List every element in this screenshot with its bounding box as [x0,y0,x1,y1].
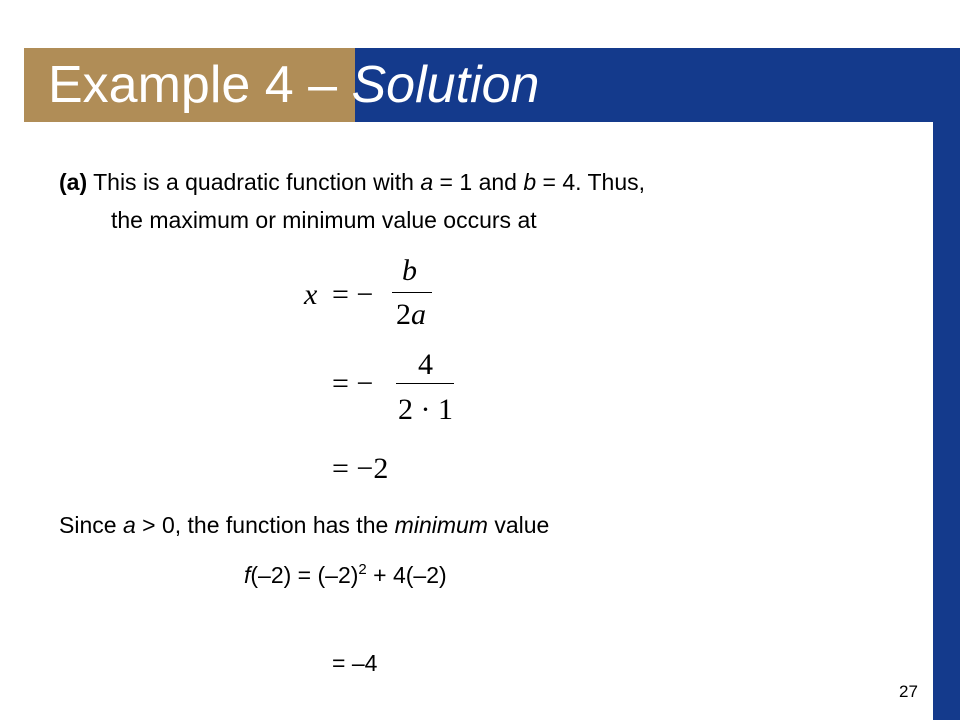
part-a-text-3: = 4. Thus, [536,169,646,195]
fraction2-numerator: 4 [418,348,433,381]
page-number: 27 [899,682,918,701]
fraction1-bar [392,292,432,293]
part-a-text-1: This is a quadratic function with [87,169,421,195]
part-a-var-a: a [420,169,434,195]
slide-title [48,54,539,116]
part-a-var-b: b [523,169,537,195]
fraction2-denominator: 2 · 1 [398,393,453,426]
equation-x-var: x [304,278,318,311]
part-a-text-2: = 1 and [433,169,524,195]
conclusion-var-a: a [122,512,136,538]
fraction1-numerator: b [402,254,417,287]
equation-row1-sign: = − [332,278,374,311]
part-a-label: (a) [59,169,88,195]
title-solution-part: Solution [351,56,540,114]
conclusion-emphasis: minimum [394,512,488,538]
part-a-line-2: the maximum or minimum value occurs at [111,207,537,233]
evaluation-line-2: = –4 [332,650,378,676]
fraction1-denominator: 2a [396,298,426,331]
exponent: 2 [358,561,367,578]
equation-row3: = −2 [332,452,389,485]
equation-row2-sign: = − [332,367,374,400]
function-name: f [244,562,251,588]
part-a-line-1 [59,167,645,197]
right-accent-bar [933,48,960,720]
conclusion-line: Since a > 0, the function has the minimum value [59,512,550,538]
evaluation-line-1: $f(-2) = (-2)^2 + 4(-2)$ [244,561,447,588]
fraction2-bar [396,383,454,384]
title-example-part: Example 4 – [48,56,352,114]
